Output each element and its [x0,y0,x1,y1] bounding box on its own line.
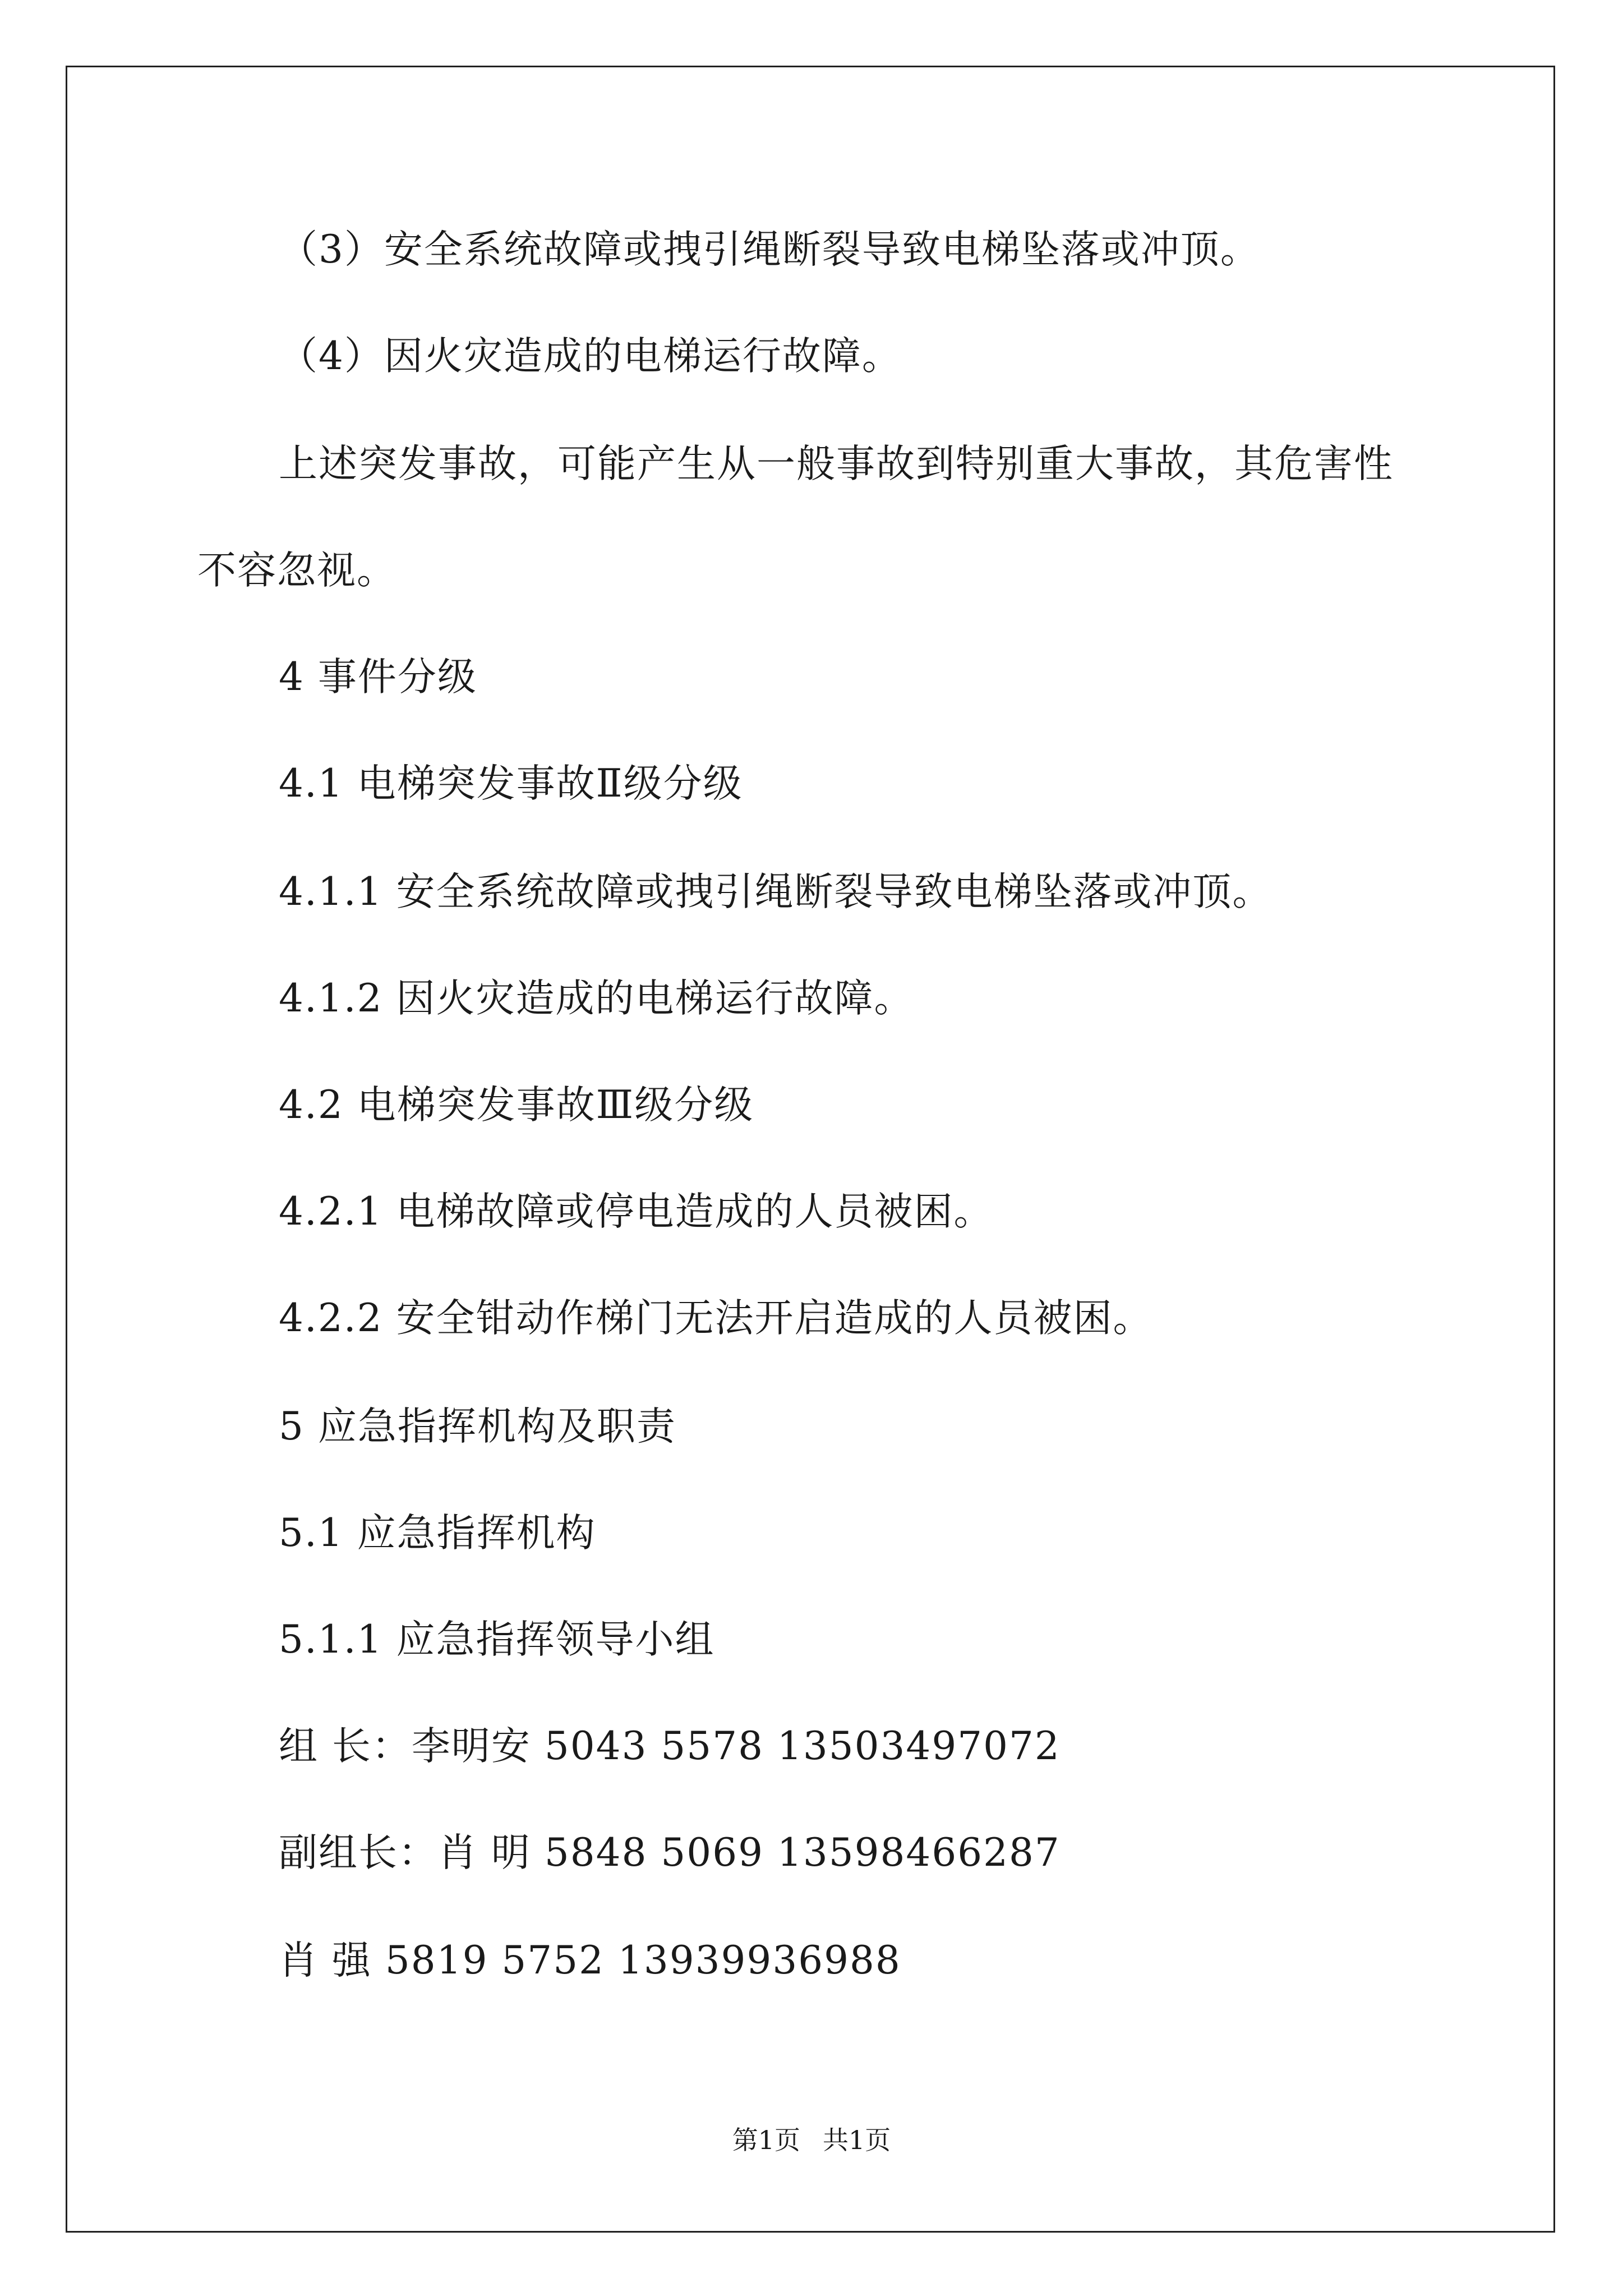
subsection-heading: 4.2 电梯突发事故Ⅲ级分级 [279,1083,754,1128]
text-line: （3）安全系统故障或拽引绳断裂导致电梯坠落或冲顶。 [279,227,1260,272]
subsection-heading: 4.1 电梯突发事故Ⅱ级分级 [279,761,743,806]
section-heading: 5 应急指挥机构及职责 [279,1404,676,1449]
page-number: 第1页 [732,2125,800,2155]
text-line: 4.1.2 因火灾造成的电梯运行故障。 [279,976,914,1021]
text-line: 上述突发事故，可能产生从一般事故到特别重大事故，其危害性 [279,441,1394,486]
text-line: 不容忽视。 [197,548,396,593]
contact-line: 组 长：李明安 5043 5578 13503497072 [279,1724,1061,1769]
page-footer [0,2123,1623,2157]
text-line: 4.2.1 电梯故障或停电造成的人员被困。 [279,1189,994,1234]
text-line: 4.2.2 安全钳动作梯门无法开启造成的人员被困。 [279,1296,1153,1341]
section-heading: 4 事件分级 [279,655,477,700]
text-line: （4）因火灾造成的电梯运行故障。 [279,334,902,379]
subsection-heading: 5.1.1 应急指挥领导小组 [279,1617,715,1662]
subsection-heading: 5.1 应急指挥机构 [279,1511,596,1556]
text-line: 4.1.1 安全系统故障或拽引绳断裂导致电梯坠落或冲顶。 [279,869,1272,914]
page-total: 共1页 [823,2125,891,2155]
contact-line: 副组长：肖 明 5848 5069 13598466287 [279,1830,1061,1875]
contact-line: 肖 强 5819 5752 13939936988 [279,1938,901,1983]
page-border [66,66,1555,2233]
